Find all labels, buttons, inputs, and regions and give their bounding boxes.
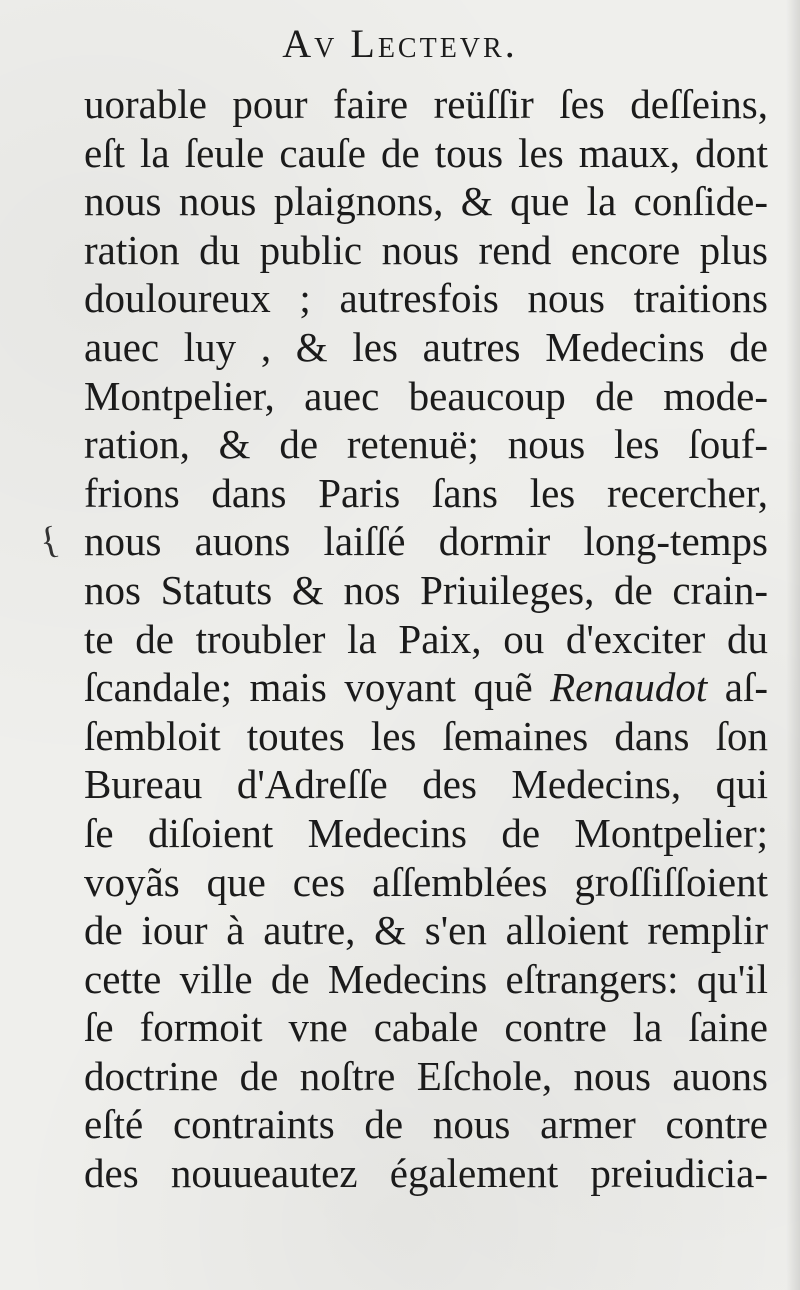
- text-line-with-italic-name: [84, 663, 768, 712]
- text-line: ſembloit toutes les ſemaines dans ſon: [84, 712, 768, 759]
- text-line: uorable pour faire reüſſir ſes deſſeins,: [84, 81, 768, 127]
- text-line: douloureux ; autresfois nous traitions: [84, 275, 768, 322]
- text-line: ration, & de retenuë; nous les ſouf-: [84, 421, 768, 468]
- text-line: auec luy , & les autres Medecins de: [84, 323, 768, 370]
- body-text: [84, 80, 768, 1198]
- text-line: Bureau d'Adreſſe des Medecins, qui: [84, 761, 768, 808]
- italic-name: Renaudot: [550, 664, 708, 711]
- text-line: ſe formoit vne cabale contre la ſaine: [84, 1004, 768, 1051]
- text-line: eſt la ſeule cauſe de tous les maux, dont: [84, 129, 768, 176]
- text-line: doctrine de noſtre Eſchole, nous auons: [84, 1052, 768, 1099]
- text-line: nous auons laiſſé dormir long-temps: [84, 518, 768, 565]
- text-line: voyãs que ces aſſemblées groſſiſſoient: [84, 858, 768, 905]
- text-line: des nouueautez également preiudicia-: [84, 1150, 768, 1197]
- text-line: nos Statuts & nos Priuileges, de crain-: [84, 566, 768, 613]
- running-head: Av Lectevr.: [282, 21, 518, 66]
- text-line: de iour à autre, & s'en alloient remplir: [84, 907, 768, 954]
- text-line: frions dans Paris ſans les recercher,: [84, 469, 768, 516]
- text-line: ration du public nous rend encore plus: [84, 226, 768, 273]
- text-segment: aſ-: [707, 664, 768, 711]
- text-line: cette ville de Medecins eſtrangers: qu'il: [84, 955, 768, 1002]
- text-line: ſe diſoient Medecins de Montpelier;: [84, 809, 768, 856]
- text-segment: ſcandale; mais voyant quẽ: [84, 664, 551, 711]
- text-line: nous nous plaignons, & que la conſide-: [84, 178, 768, 225]
- text-line: Montpelier, auec beaucoup de mode-: [84, 372, 768, 419]
- text-line: eſté contraints de nous armer contre: [84, 1101, 768, 1148]
- margin-brace-mark: {: [35, 518, 63, 564]
- text-line: te de troubler la Paix, ou d'exciter du: [84, 615, 768, 662]
- page-edge-shadow: [786, 0, 800, 1290]
